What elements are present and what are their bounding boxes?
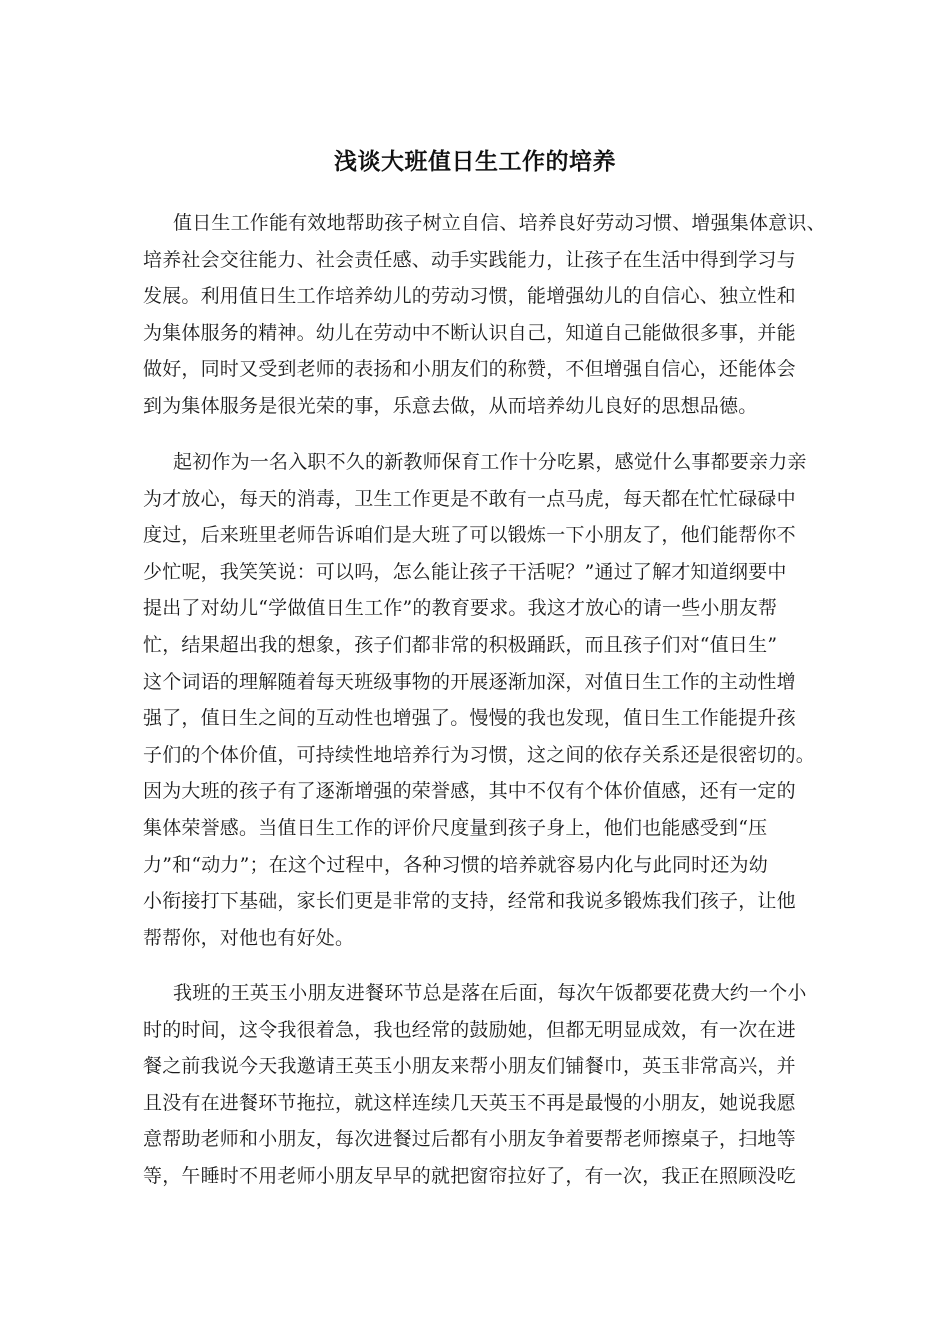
text-line: 小衔接打下基础，家长们更是非常的支持，经常和我说多锻炼我们孩子，让他 [143,890,796,913]
text-line: 这个词语的理解随着每天班级事物的开展逐渐加深，对值日生工作的主动性增 [143,670,796,693]
text-line: 值日生工作能有效地帮助孩子树立自信、培养良好劳动习惯、增强集体意识、 [173,212,826,234]
text-line: 餐之前我说今天我邀请王英玉小朋友来帮小朋友们铺餐巾，英玉非常高兴，并 [143,1055,796,1078]
text-line: 强了，值日生之间的互动性也增强了。慢慢的我也发现，值日生工作能提升孩 [143,707,796,730]
text-line: 帮帮你，对他也有好处。 [143,926,355,949]
text-line: 等，午睡时不用老师小朋友早早的就把窗帘拉好了，有一次，我正在照顾没吃 [143,1164,796,1187]
text-line: 起初作为一名入职不久的新教师保育工作十分吃累，感觉什么事都要亲力亲 [173,451,807,473]
text-line: 培养社会交往能力、社会责任感、动手实践能力，让孩子在生活中得到学习与 [143,248,796,271]
text-line: 少忙呢，我笑笑说：可以吗，怎么能让孩子干活呢？”通过了解才知道纲要中 [143,560,787,583]
text-line: 做好，同时又受到老师的表扬和小朋友们的称赞，不但增强自信心，还能体会 [143,358,796,381]
paragraph-2 [143,444,843,956]
document-title: 浅谈大班值日生工作的培养 [334,148,616,175]
text-line: 提出了对幼儿“学做值日生工作”的教育要求。我这才放心的请一些小朋友帮 [143,597,778,620]
text-line: 子们的个体价值，可持续性地培养行为习惯，这之间的依存关系还是很密切的。 [143,743,816,766]
text-line: 因为大班的孩子有了逐渐增强的荣誉感，其中不仅有个体价值感，还有一定的 [143,780,796,803]
text-line: 忙，结果超出我的想象，孩子们都非常的积极踊跃，而且孩子们对“值日生” [143,633,778,656]
text-line: 到为集体服务是很光荣的事，乐意去做，从而培养幼儿良好的思想品德。 [143,394,758,417]
text-line: 时的时间，这令我很着急，我也经常的鼓励她，但都无明显成效，有一次在进 [143,1018,796,1041]
text-line: 意帮助老师和小朋友，每次进餐过后都有小朋友争着要帮老师擦桌子，扫地等 [143,1128,796,1151]
text-line: 为集体服务的精神。幼儿在劳动中不断认识自己，知道自己能做很多事，并能 [143,321,796,344]
text-line: 集体荣誉感。当值日生工作的评价尺度量到孩子身上，他们也能感受到“压 [143,816,768,839]
text-line: 发展。利用值日生工作培养幼儿的劳动习惯，能增强幼儿的自信心、独立性和 [143,285,796,308]
paragraph-3 [143,975,843,1195]
text-line: 力”和“动力”；在这个过程中，各种习惯的培养就容易内化与此同时还为幼 [143,853,768,876]
paragraph-1 [143,205,843,425]
text-line: 且没有在进餐环节拖拉，就这样连续几天英玉不再是最慢的小朋友，她说我愿 [143,1091,796,1114]
text-line: 度过，后来班里老师告诉咱们是大班了可以锻炼一下小朋友了，他们能帮你不 [143,524,796,547]
text-line: 我班的王英玉小朋友进餐环节总是落在后面，每次午饭都要花费大约一个小 [173,982,807,1004]
text-line: 为才放心，每天的消毒，卫生工作更是不敢有一点马虎，每天都在忙忙碌碌中 [143,487,796,510]
